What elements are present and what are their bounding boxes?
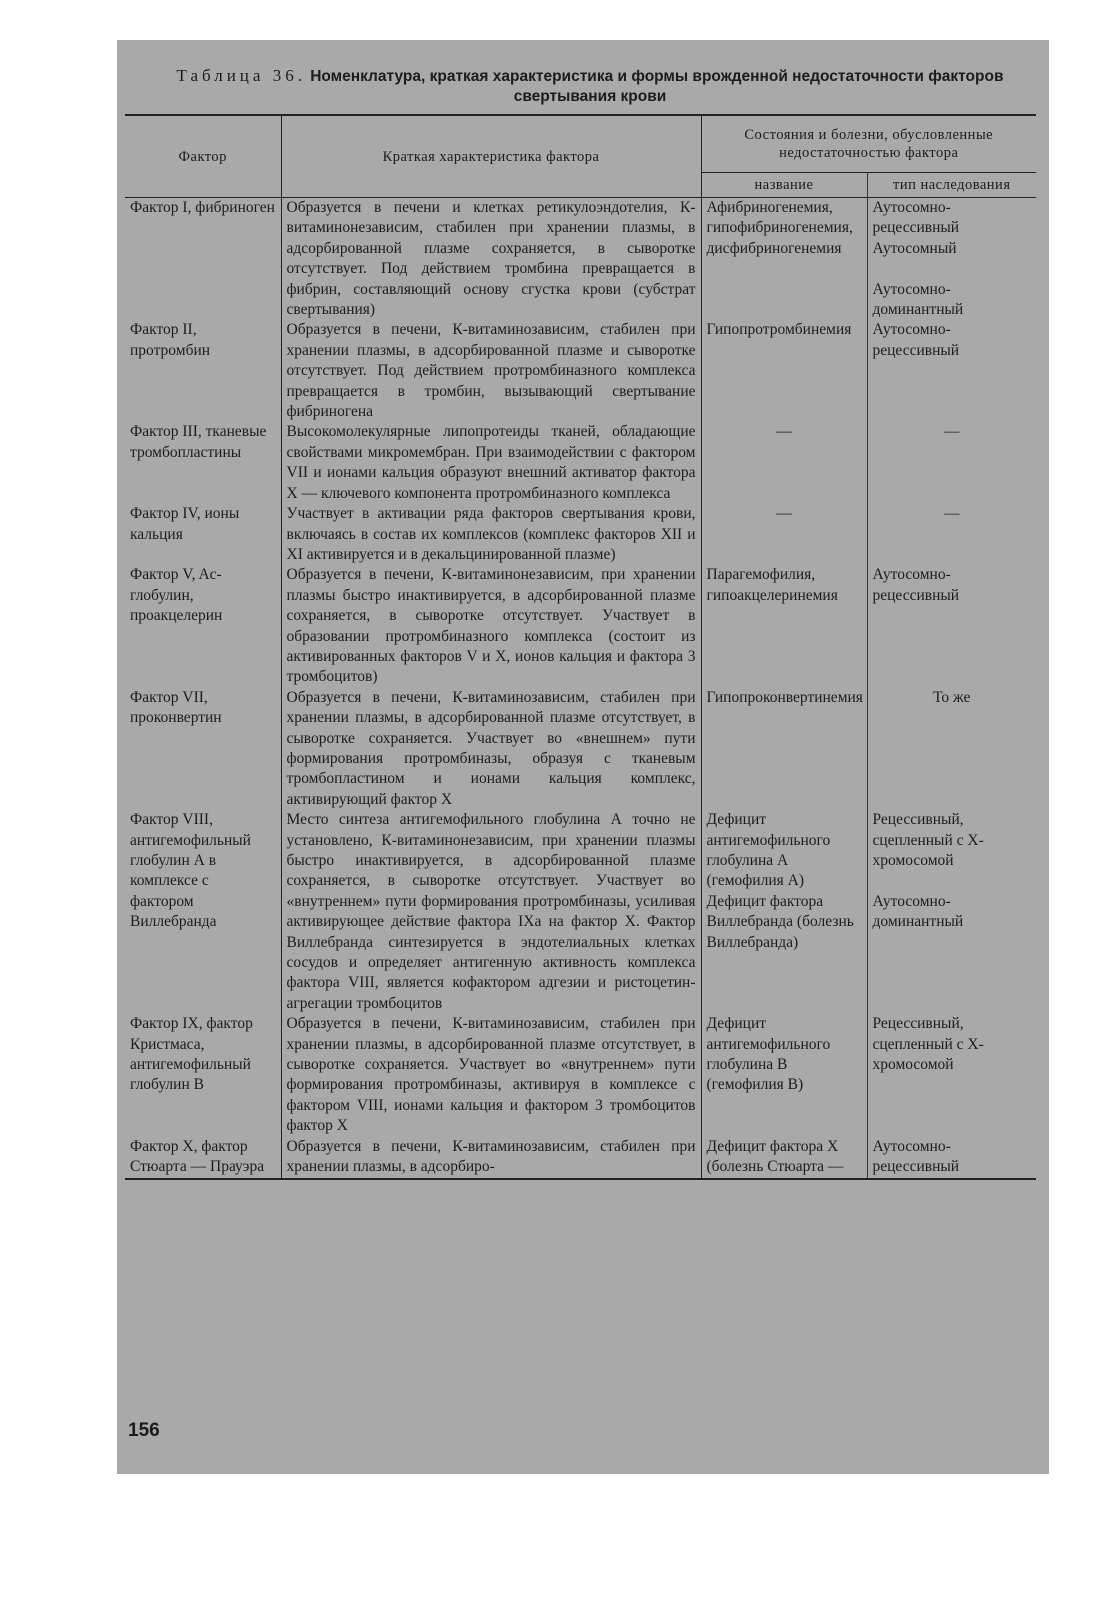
inheritance-cell: Аутосомно-рецессивный	[867, 1137, 1036, 1179]
description-cell: Образуется в печени, К-витаминонезависим, при хранении плазмы быстро инактивируется, в адсорбированной плазме сохраняется, в сыворотке отсутствует. Участвует в образовании протромбиназного комплекса (состоит из активированных факторов V и X, ионов кальция и фактора 3 тромбоцитов)	[281, 565, 701, 687]
inheritance-cell: Рецессивный, сцепленный с X-хромосомой	[872, 1015, 984, 1074]
table-number: Таблица 36.	[176, 66, 306, 85]
coagulation-factors-table	[125, 114, 1036, 1180]
factor-cell: Фактор IV, ионы кальция	[125, 504, 281, 565]
condition-name-cell: —	[701, 422, 867, 504]
description-cell: Образуется в печени, К-витаминозависим, стабилен при хранении плазмы, в адсорбированной плазме и сыворотке отсутствует. Под действием протромбиназного комплекса превращается в тромбин, вызывающий свертывание фибриногена	[281, 320, 701, 422]
table-row	[125, 565, 1036, 687]
condition-name-cell: Гипопротромбинемия	[701, 320, 867, 422]
header-inheritance: тип наследования	[867, 173, 1036, 198]
inheritance-cell: Аутосомно-рецессивный Аутосомный Аутосомно-доминантный	[872, 199, 964, 319]
factor-cell: Фактор IX, фактор Кристмаса, антигемофильный глобулин В	[125, 1014, 281, 1136]
header-factor: Фактор	[125, 115, 281, 198]
inheritance-cell: Аутосомно-рецессивный	[872, 566, 960, 604]
factor-cell: Фактор II, протромбин	[125, 320, 281, 422]
inheritance-cell: То же	[933, 688, 971, 706]
description-cell: Участвует в активации ряда факторов свертывания крови, включаясь в состав их комплексов (комплекс факторов XII и XI активируется и в декальцинированной плазме)	[281, 504, 701, 565]
header-row	[125, 115, 1036, 173]
condition-name-cell: Гипопроконвертинемия	[701, 688, 867, 810]
table-row	[125, 198, 1036, 321]
table-row	[125, 504, 1036, 565]
factor-cell: Фактор X, фактор Стюарта — Прауэра	[125, 1137, 281, 1179]
condition-name-cell: Дефицит антигемофильного глобулина А (гемофилия А) Дефицит фактора Виллебранда (болезнь Виллебранда)	[701, 810, 867, 1014]
description-cell: Место синтеза антигемофильного глобулина А точно не установлено, К-витаминонезависим, при хранении плазмы быстро инактивируется, в адсорбированной плазме сохраняется, в сыворотке отсутствует. Участвует во «внутреннем» пути формирования протромбиназы, усиливая активирующее действие фактора IXa на фактор X. Фактор Виллебранда синтезируется в эндотелиальных клетках сосудов и определяет антигенную активность комплекса фактора VIII, является кофактором адгезии и ристоцетин-агрегации тромбоцитов	[281, 810, 701, 1014]
condition-name-cell: Парагемофилия, гипоакцелеринемия	[701, 565, 867, 687]
factor-cell: Фактор VII, проконвертин	[125, 688, 281, 810]
description-cell: Образуется в печени, К-витаминозависим, стабилен при хранении плазмы, в адсорбиро-	[281, 1137, 701, 1179]
table-row	[125, 422, 1036, 504]
description-cell: Образуется в печени, К-витаминозависим, стабилен при хранении плазмы, в адсорбированной плазме отсутствует, в сыворотке сохраняется. Участвует во «внешнем» пути формирования протромбиназы, образуя с тканевым тромбопластином и ионами кальция комплекс, активирующий фактор X	[281, 688, 701, 810]
inheritance-cell: Рецессивный, сцепленный с X-хромосомой Аутосомно-доминантный	[872, 811, 984, 931]
table-row	[125, 1137, 1036, 1179]
inheritance-cell: Аутосомно-рецессивный	[872, 321, 960, 359]
description-cell: Образуется в печени и клетках ретикулоэндотелия, К-витаминонезависим, стабилен при хранении плазмы, в адсорбированной плазме сохраняется, в сыворотке отсутствует. Под действием тромбина превращается в фибрин, составляющий основу сгустка крови (субстрат свертывания)	[281, 198, 701, 321]
condition-name-cell: Афибриногенемия, гипофибриногенемия, дисфибриногенемия	[701, 198, 867, 321]
factor-cell: Фактор VIII, антигемофильный глобулин А в комплексе с фактором Виллебранда	[125, 810, 281, 1014]
table-row	[125, 1014, 1036, 1136]
factor-cell: Фактор III, тканевые тромбопластины	[125, 422, 281, 504]
table-title: Номенклатура, краткая характеристика и формы врожденной недостаточности факторов свертывания крови	[310, 68, 1004, 105]
condition-name-cell: —	[701, 504, 867, 565]
condition-name-cell: Дефицит фактора X (болезнь Стюарта —	[701, 1137, 867, 1179]
header-description: Краткая характеристика фактора	[281, 115, 701, 198]
inheritance-cell: —	[944, 423, 960, 441]
description-cell: Образуется в печени, К-витаминозависим, стабилен при хранении плазмы, в адсорбированной плазме отсутствует, в сыворотке сохраняется. Участвует во «внутреннем» пути формирования протромбиназы, активируя в комплексе с фактором VIII, ионами кальция и фактором 3 тромбоцитов фактор X	[281, 1014, 701, 1136]
factor-cell: Фактор I, фибриноген	[125, 198, 281, 321]
inheritance-cell: —	[944, 505, 960, 523]
description-cell: Высокомолекулярные липопротеиды тканей, обладающие свойствами микромембран. При взаимодействии с фактором VII и ионами кальция образуют внешний активатор фактора X — ключевого компонента протромбиназного комплекса	[281, 422, 701, 504]
header-name: название	[701, 173, 867, 198]
table-row	[125, 810, 1036, 1014]
page-number: 156	[128, 1420, 160, 1441]
header-conditions: Состояния и болезни, обусловленные недостаточностью фактора	[701, 115, 1036, 173]
table-caption	[140, 66, 1040, 106]
table-row	[125, 688, 1036, 810]
factor-cell: Фактор V, Ac-глобулин, проакцелерин	[125, 565, 281, 687]
table-row	[125, 320, 1036, 422]
condition-name-cell: Дефицит антигемофильного глобулина В (гемофилия В)	[701, 1014, 867, 1136]
